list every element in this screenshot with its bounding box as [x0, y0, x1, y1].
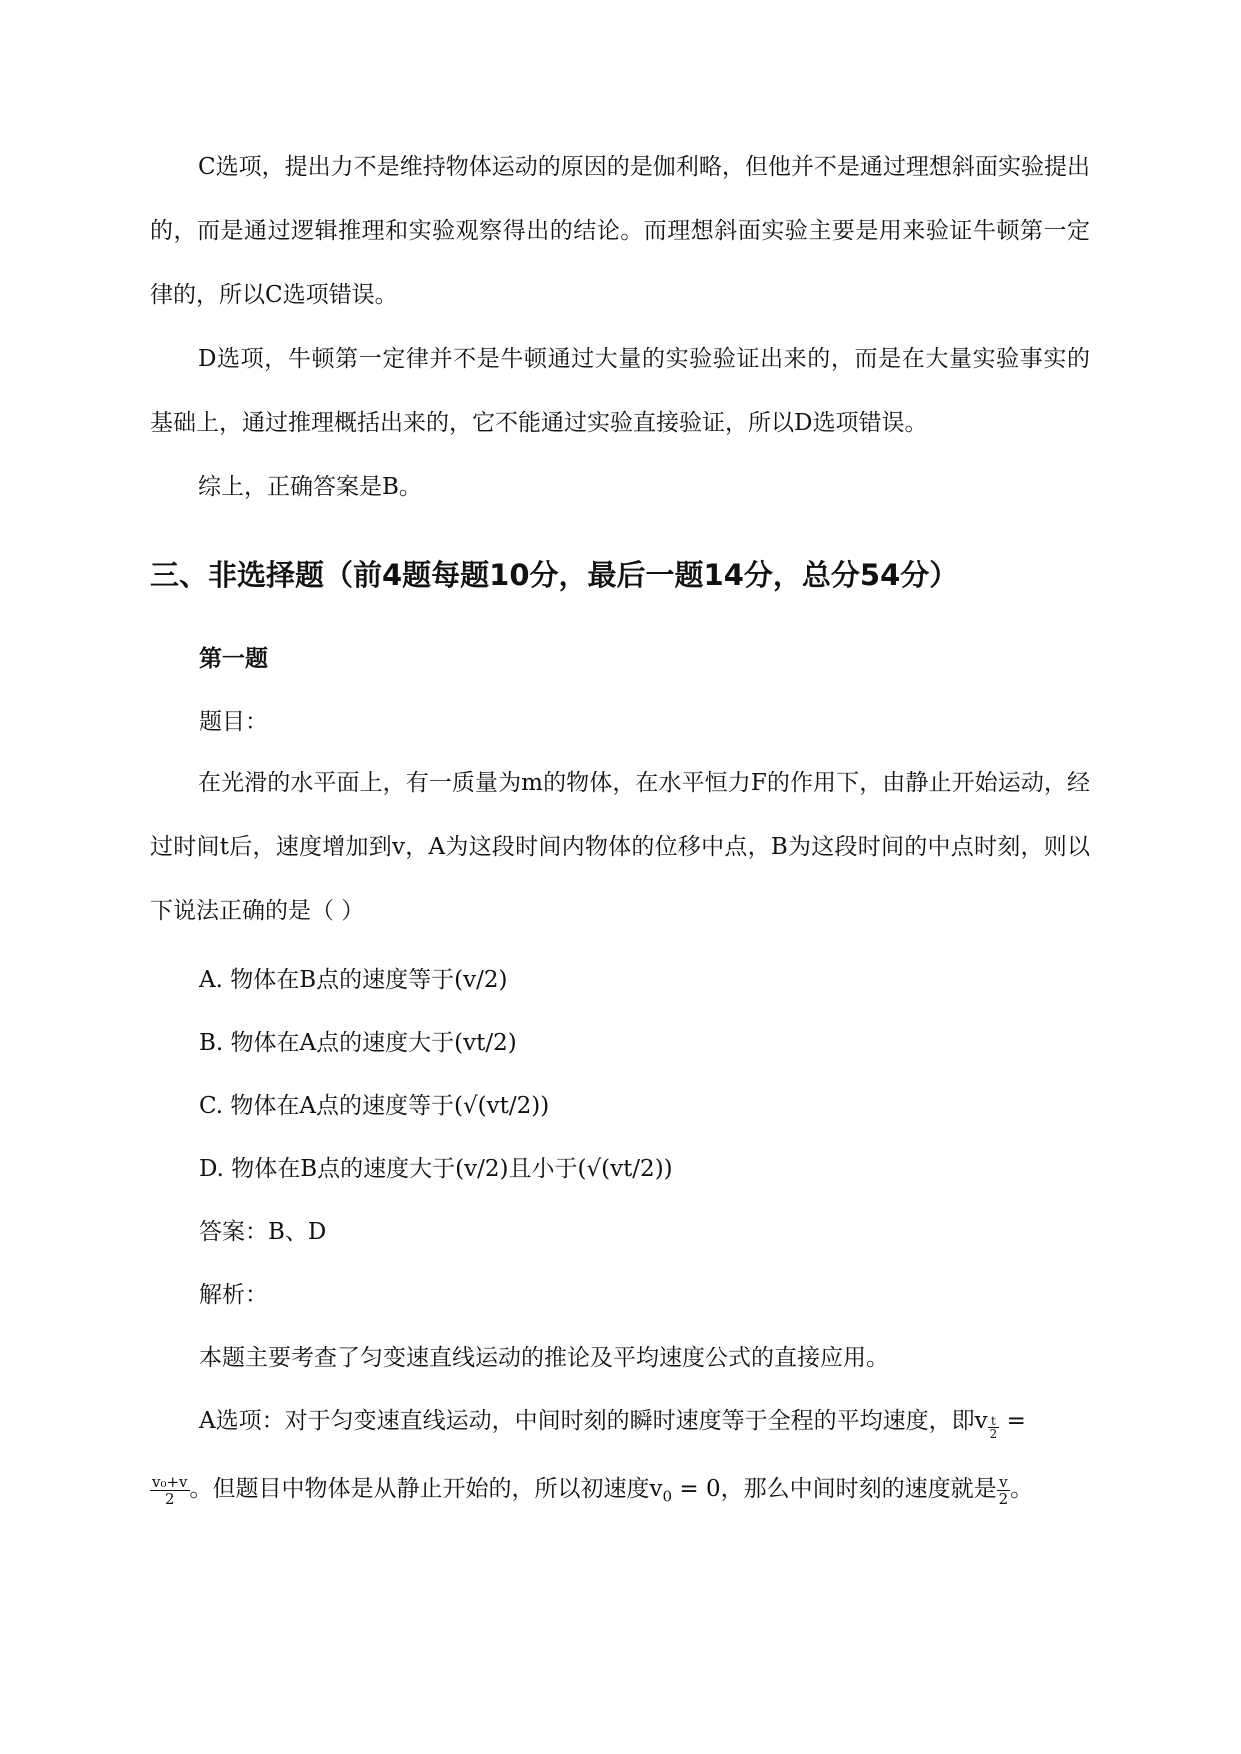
a-option-text-1: A选项：对于匀变速直线运动，中间时刻的瞬时速度等于全程的平均速度，即: [199, 1408, 975, 1434]
option-d: D. 物体在B点的速度大于(v/2)且小于(√(vt/2)): [199, 1156, 673, 1182]
formula-average-velocity: $\frac{\text{v₀+v}}{2}$: [152, 1472, 188, 1508]
formula-v0: $v_0 = 0$: [649, 1476, 721, 1506]
paragraph-summary: 综上，正确答案是B。: [198, 474, 422, 500]
a-option-text-4: 。: [1010, 1476, 1034, 1502]
formula-half-v: $\frac{v}{2}$: [998, 1472, 1009, 1508]
option-b: B. 物体在A点的速度大于(vt/2): [199, 1030, 517, 1056]
a-option-line-1: [199, 1402, 1099, 1440]
prompt-label: 题目：: [199, 709, 268, 735]
a-option-line-2: [150, 1470, 1033, 1507]
analysis-label: 解析：: [199, 1282, 268, 1308]
answer: 答案：B、D: [199, 1219, 327, 1245]
question-title: 第一题: [199, 646, 268, 672]
a-option-text-3: ，那么中间时刻的速度就是: [720, 1476, 997, 1502]
paragraph-c-option: C选项，提出力不是维持物体运动的原因的是伽利略，但他并不是通过理想斜面实验提出的，而是通过逻辑推理和实验观察得出的结论。而理想斜面实验主要是用来验证牛顿第一定律的，所以C选项错误。: [150, 154, 1090, 308]
section-heading: 三、非选择题（前4题每题10分，最后一题14分，总分54分）: [150, 558, 959, 592]
paragraph-d-option: D选项，牛顿第一定律并不是牛顿通过大量的实验验证出来的，而是在大量实验事实的基础上，通过推理概括出来的，它不能通过实验直接验证，所以D选项错误。: [150, 346, 1090, 436]
question-text: 在光滑的水平面上，有一质量为m的物体，在水平恒力F的作用下，由静止开始运动，经过时间t后，速度增加到v，A为这段时间内物体的位移中点，B为这段时间的中点时刻，则以下说法正确的是（ ）: [150, 770, 1090, 924]
option-c: C. 物体在A点的速度等于(√(vt/2)): [199, 1093, 550, 1119]
option-a: A. 物体在B点的速度等于(v/2): [199, 967, 508, 993]
formula-v-t-half: v $\frac{t}{2}$ =: [974, 1408, 1026, 1441]
a-option-text-2: 。但题目中物体是从静止开始的，所以初速度: [189, 1476, 650, 1502]
analysis-intro: 本题主要考查了匀变速直线运动的推论及平均速度公式的直接应用。: [199, 1345, 889, 1371]
